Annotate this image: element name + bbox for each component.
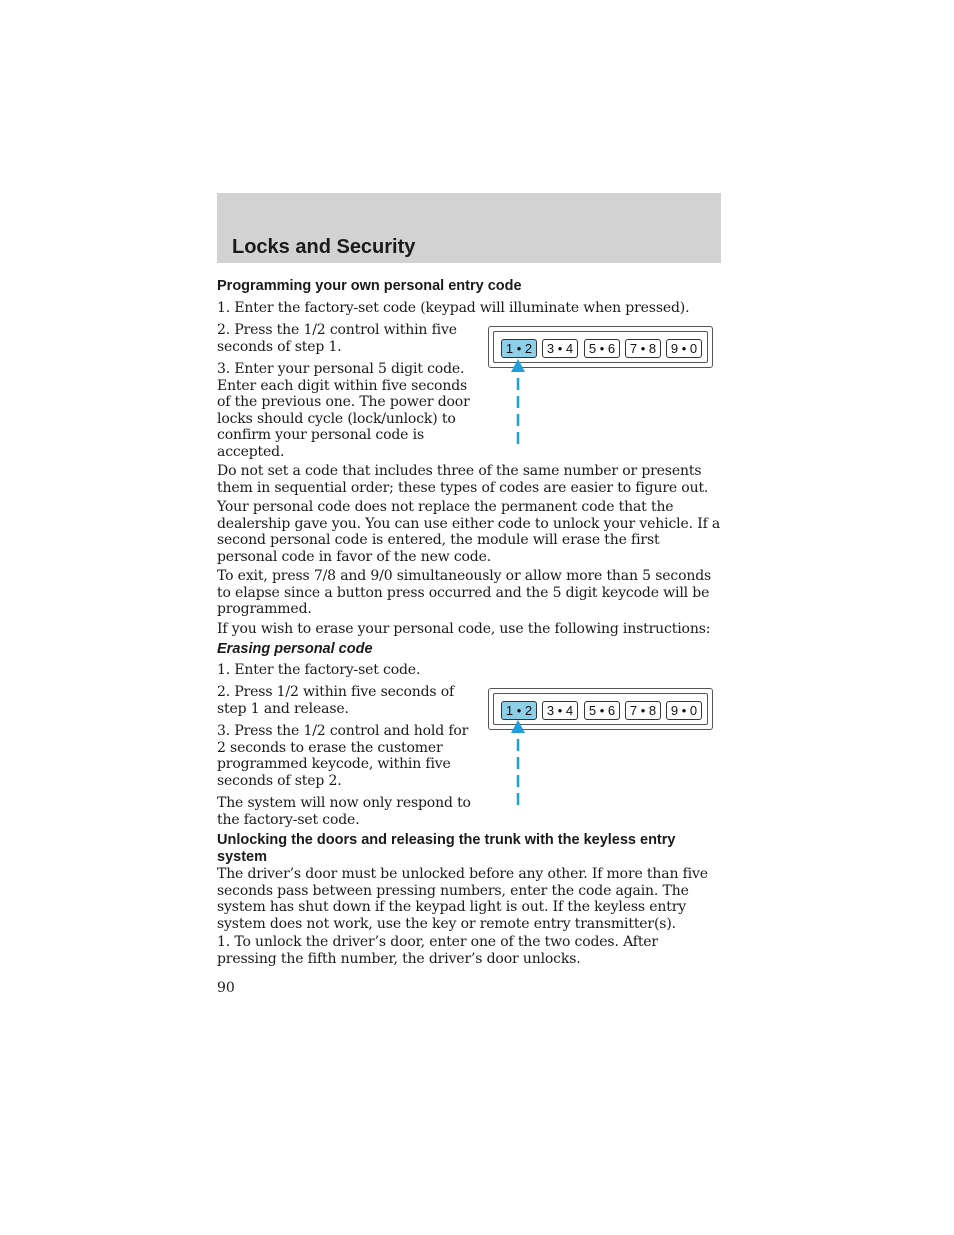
keypad-key-5-6: 5 • 6 bbox=[584, 339, 620, 358]
programming-paragraph-4: If you wish to erase your personal code, use the following instructions: bbox=[217, 621, 711, 637]
programming-step-1: 1. Enter the factory-set code (keypad will illuminate when pressed). bbox=[217, 300, 690, 316]
programming-step-3: 3. Enter your personal 5 digit code. Enter each digit within five seconds of the previous one. The power door locks should cycle (lock/unlock) to confirm your personal code is accepted. bbox=[217, 361, 470, 460]
erasing-paragraph-1: The system will now only respond to the factory-set code. bbox=[217, 795, 471, 828]
unlocking-paragraph-1: The driver’s door must be unlocked before any other. If more than five seconds pass between pressing numbers, enter the code again. The system has shut down if the keypad light is out. If the keyless entry system does not work, use the key or remote entry transmitter(s). bbox=[217, 866, 708, 932]
programming-paragraph-1: Do not set a code that includes three of the same number or presents them in sequential order; these types of codes are easier to figure out. bbox=[217, 463, 709, 496]
keypad-key-9-0: 9 • 0 bbox=[666, 339, 702, 358]
keypad-key-7-8: 7 • 8 bbox=[625, 701, 661, 720]
unlocking-paragraph-2: 1. To unlock the driver’s door, enter one of the two codes. After pressing the fifth number, the driver’s door unlocks. bbox=[217, 934, 658, 967]
unlocking-heading: Unlocking the doors and releasing the trunk with the keyless entry system bbox=[217, 832, 676, 865]
erasing-step-1: 1. Enter the factory-set code. bbox=[217, 662, 421, 678]
erasing-step-3: 3. Press the 1/2 control and hold for 2 seconds to erase the customer programmed keycode, within five seconds of step 2. bbox=[217, 723, 469, 789]
section-header bbox=[217, 193, 721, 263]
keypad-key-1-2: 1 • 2 bbox=[501, 701, 537, 720]
keypad-key-3-4: 3 • 4 bbox=[542, 339, 578, 358]
programming-step-2: 2. Press the 1/2 control within five seconds of step 1. bbox=[217, 322, 457, 355]
programming-heading: Programming your own personal entry code bbox=[217, 278, 522, 294]
programming-paragraph-2: Your personal code does not replace the permanent code that the dealership gave you. You can use either code to unlock your vehicle. If a second personal code is entered, the module will erase the first personal code in favor of the new code. bbox=[217, 499, 721, 565]
keypad-key-9-0: 9 • 0 bbox=[666, 701, 702, 720]
arrow-up-icon bbox=[510, 719, 526, 809]
arrow-up-icon bbox=[510, 358, 526, 448]
erasing-heading: Erasing personal code bbox=[217, 641, 373, 657]
programming-paragraph-3: To exit, press 7/8 and 9/0 simultaneously or allow more than 5 seconds to elapse since a button press occurred and the 5 digit keycode will be programmed. bbox=[217, 568, 712, 617]
keypad-key-1-2: 1 • 2 bbox=[501, 339, 537, 358]
page-number: 90 bbox=[217, 980, 235, 996]
section-title: Locks and Security bbox=[232, 236, 416, 258]
keypad-key-7-8: 7 • 8 bbox=[625, 339, 661, 358]
keypad-key-5-6: 5 • 6 bbox=[584, 701, 620, 720]
erasing-step-2: 2. Press 1/2 within five seconds of step 1 and release. bbox=[217, 684, 455, 717]
keypad-key-3-4: 3 • 4 bbox=[542, 701, 578, 720]
